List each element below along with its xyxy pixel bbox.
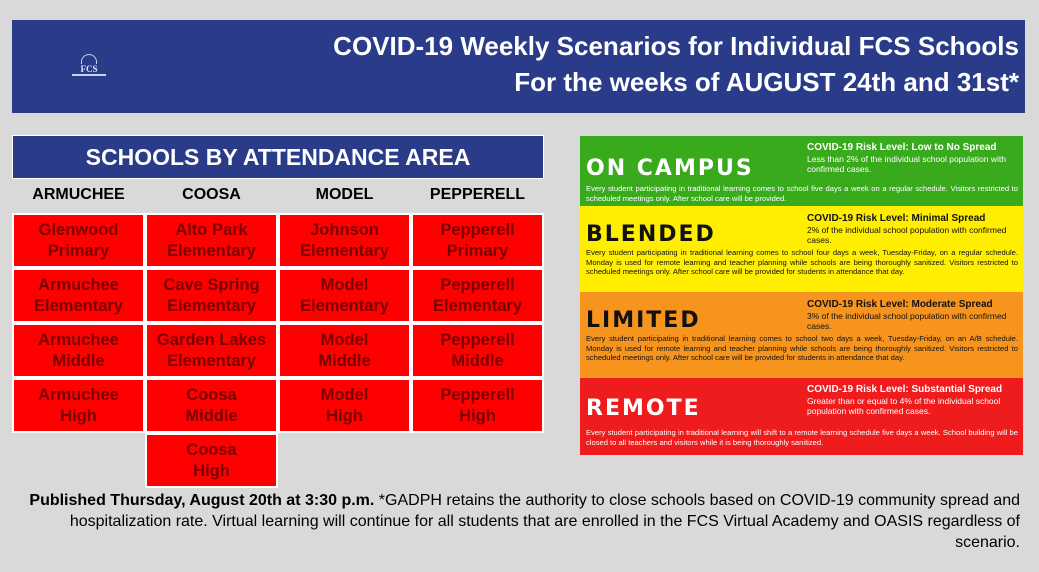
risk-level: COVID-19 Risk Level: Minimal Spread xyxy=(807,213,986,224)
school-cell: Coosa High xyxy=(145,433,278,488)
legend-blended xyxy=(580,206,1023,292)
risk-level: COVID-19 Risk Level: Substantial Spread xyxy=(807,384,1003,395)
published-date: Published Thursday, August 20th at 3:30 p.m. xyxy=(29,492,375,509)
school-cell: Johnson Elementary xyxy=(278,213,411,268)
school-cell: Model Elementary xyxy=(278,268,411,323)
column-header-pepperell: PEPPERELL xyxy=(429,186,526,203)
scenario-legend xyxy=(580,136,1023,455)
school-cell: Model High xyxy=(278,378,411,433)
scenario-description: Every student participating in traditional learning comes to school four days a week, Tuesday-Friday, on a regular schedule. Monday is used for remote learning and teacher planning while schools are being thoroughly sanitized. Visitors restricted to scheduled meetings only. After school care will be provided for students in attendance that day. xyxy=(586,248,1018,277)
footer-disclaimer: *GADPH retains the authority to close schools based on COVID-19 community spread and hospitalization rate. Virtual learning will continue for all students that are enrolled in the FCS Virtual Academy and OASIS regardless of scenario. xyxy=(69,492,1020,551)
scenario-label: BLENDED xyxy=(586,222,716,247)
scenario-description: Every student participating in traditional learning will shift to a remote learning schedule five days a week. School building will be closed to all teachers and visitors while it is being thoroughly sanitized. xyxy=(586,428,1018,447)
school-cell: Armuchee Middle xyxy=(12,323,145,378)
legend-remote xyxy=(580,378,1023,455)
scenario-description: Every student participating in traditional learning comes to school five days a week on a regular schedule. Visitors restricted to scheduled meetings only. After school care will be provided. xyxy=(586,184,1018,203)
school-cell: Armuchee Elementary xyxy=(12,268,145,323)
scenario-label: ON CAMPUS xyxy=(586,156,754,181)
risk-percentage: Less than 2% of the individual school population with confirmed cases. xyxy=(807,154,1006,174)
risk-percentage: Greater than or equal to 4% of the individual school population with confirmed cases. xyxy=(807,396,1001,416)
dome-icon xyxy=(81,54,97,64)
page-title: COVID-19 Weekly Scenarios for Individual FCS Schools xyxy=(333,31,1019,61)
risk-percentage: 3% of the individual school population with confirmed cases. xyxy=(807,311,1007,331)
school-cell: Pepperell Middle xyxy=(411,323,544,378)
logo-text: FCS xyxy=(80,64,98,74)
school-cell: Cave Spring Elementary xyxy=(145,268,278,323)
schools-banner: SCHOOLS BY ATTENDANCE AREA xyxy=(12,135,544,179)
school-cell: Alto Park Elementary xyxy=(145,213,278,268)
school-cell: Glenwood Primary xyxy=(12,213,145,268)
school-cell: Pepperell High xyxy=(411,378,544,433)
fcs-logo xyxy=(72,54,106,80)
risk-percentage: 2% of the individual school population with confirmed cases. xyxy=(807,225,1007,245)
school-cell: Model Middle xyxy=(278,323,411,378)
column-header-model: MODEL xyxy=(315,186,374,203)
school-cell: Armuchee High xyxy=(12,378,145,433)
risk-level: COVID-19 Risk Level: Low to No Spread xyxy=(807,142,997,153)
school-cell: Garden Lakes Elementary xyxy=(145,323,278,378)
school-cell: Pepperell Primary xyxy=(411,213,544,268)
page-subtitle: For the weeks of AUGUST 24th and 31st* xyxy=(514,67,1019,97)
school-cell: Coosa Middle xyxy=(145,378,278,433)
risk-level: COVID-19 Risk Level: Moderate Spread xyxy=(807,299,993,310)
school-cell: Pepperell Elementary xyxy=(411,268,544,323)
scenario-label: REMOTE xyxy=(586,396,701,421)
header-banner xyxy=(12,20,1025,113)
scenario-label: LIMITED xyxy=(586,308,701,333)
column-header-coosa: COOSA xyxy=(182,186,241,203)
legend-on-campus xyxy=(580,136,1023,206)
footer-note xyxy=(20,490,1020,553)
column-header-armuchee: ARMUCHEE xyxy=(32,186,125,203)
legend-limited xyxy=(580,292,1023,378)
scenario-description: Every student participating in traditional learning comes to school two days a week, Tuesday-Friday, on an A/B schedule. Monday is used for remote learning and teacher planning while schools are being thoroughly sanitized. Visitors restricted to scheduled meetings only. After school care will be provided for students in attendance that day. xyxy=(586,334,1018,363)
